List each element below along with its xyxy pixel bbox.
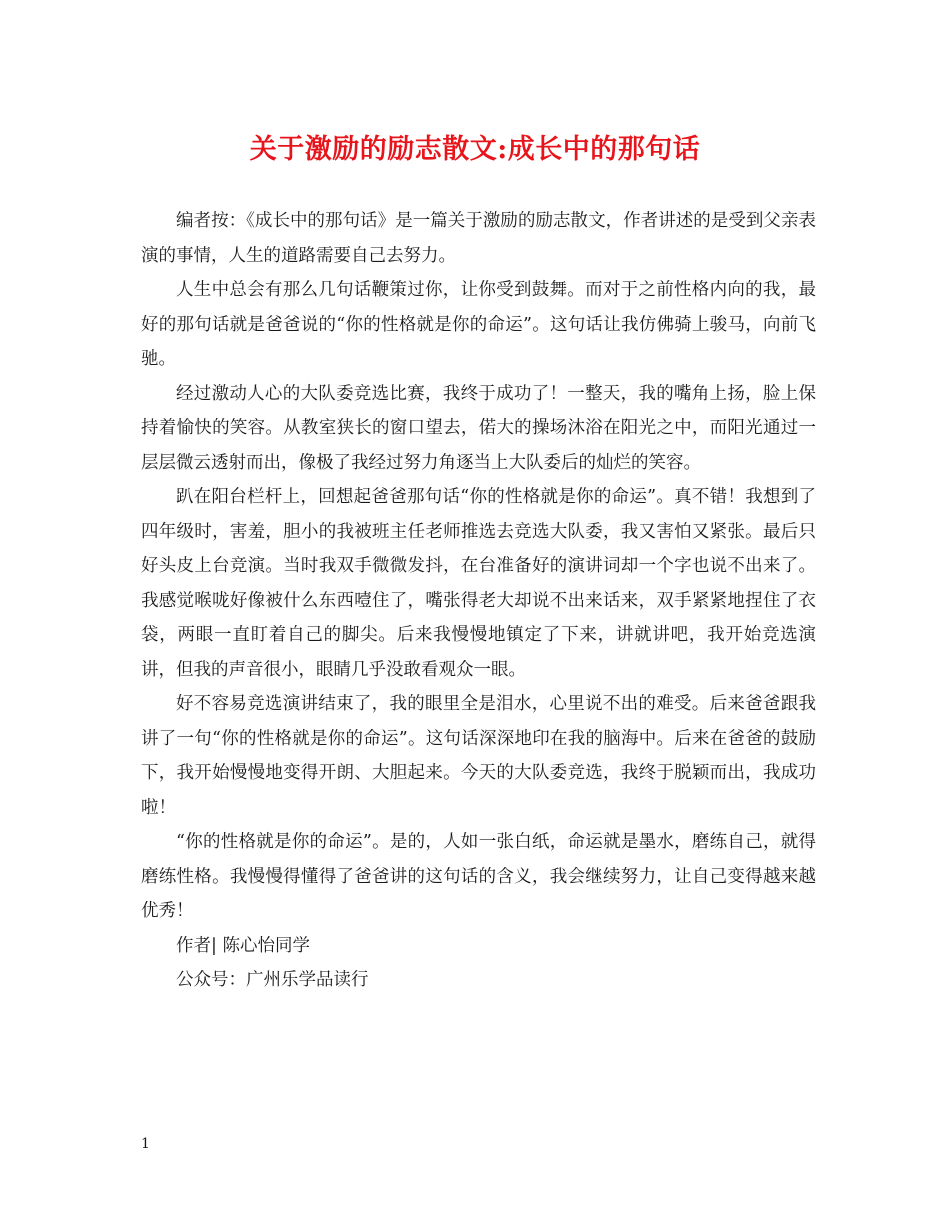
author-line: 作者| 陈心怡同学 <box>176 935 310 956</box>
paragraph: 趴在阳台栏杆上，回想起爸爸那句话“你的性格就是你的命运”。真不错！我想到了四年级时，害羞，胆小的我被班主任老师推选去竞选大队委，我又害怕又紧张。最后只好头皮上台竞演。当时我双手微微发抖，在台准备好的演讲词却一个字也说不出来了。我感觉喉咙好像被什么东西噎住了，嘴张得老大却说不出来话来，双手紧紧地捏住了衣袋，两眼一直盯着自己的脚尖。后来我慢慢地镇定了下来，讲就讲吧，我开始竞选演讲，但我的声音很小，眼睛几乎没敢看观众一眼。 <box>141 487 816 680</box>
paragraph: 好不容易竞选演讲结束了，我的眼里全是泪水，心里说不出的难受。后来爸爸跟我讲了一句“你的性格就是你的命运”。这句话深深地印在我的脑海中。后来在爸爸的鼓励下，我开始慢慢地变得开朗、大胆起来。今天的大队委竞选，我终于脱颖而出，我成功啦！ <box>141 694 816 818</box>
document-title: 关于激励的励志散文:成长中的那句话 <box>249 134 701 165</box>
paragraph: “你的性格就是你的命运”。是的，人如一张白纸，命运就是墨水，磨练自己，就得磨练性格。我慢慢得懂得了爸爸讲的这句话的含义，我会继续努力，让自己变得越来越优秀！ <box>141 832 816 921</box>
account-line: 公众号：广州乐学品读行 <box>176 970 369 990</box>
page-number: 1 <box>141 1136 150 1152</box>
paragraph: 经过激动人心的大队委竞选比赛，我终于成功了！一整天，我的嘴角上扬，脸上保持着愉快的笑容。从教室狭长的窗口望去，偌大的操场沐浴在阳光之中，而阳光通过一层层微云透射而出，像极了我经过努力角逐当上大队委后的灿烂的笑容。 <box>141 383 816 473</box>
paragraph: 人生中总会有那么几句话鞭策过你，让你受到鼓舞。而对于之前性格内向的我，最好的那句话就是爸爸说的“你的性格就是你的命运”。这句话让我仿佛骑上骏马，向前飞驰。 <box>141 280 816 369</box>
document-body <box>141 204 816 998</box>
paragraph-editor-note: 编者按：《成长中的那句话》是一篇关于激励的励志散文，作者讲述的是受到父亲表演的事情，人生的道路需要自己去努力。 <box>141 211 816 266</box>
